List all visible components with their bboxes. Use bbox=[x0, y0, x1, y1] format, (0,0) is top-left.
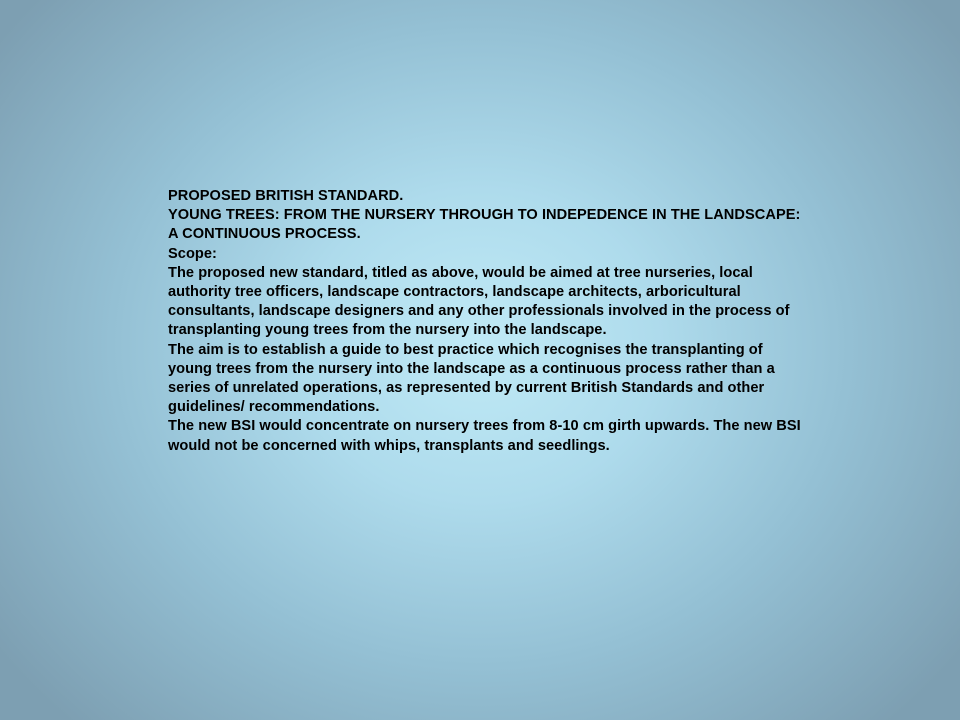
scope-paragraph-audience: The proposed new standard, titled as above, would be aimed at tree nurseries, local authority tree officers, landscape contractors, landscape architects, arboricultural consultants, landscape designers and any other professionals involved in the process of transplanting young trees from the nursery into the landscape. bbox=[168, 264, 790, 339]
standard-title: PROPOSED BRITISH STANDARD. bbox=[168, 188, 404, 204]
scope-label: Scope: bbox=[168, 245, 217, 262]
standard-subtitle: YOUNG TREES: FROM THE NURSERY THROUGH TO INDEPEDENCE IN THE LANDSCAPE: A CONTINUOUS PROCESS. bbox=[168, 207, 801, 243]
slide-text-block bbox=[168, 187, 808, 456]
scope-paragraph-girth: The new BSI would concentrate on nursery trees from 8-10 cm girth upwards. The new BSI would not be concerned with whips, transplants and seedlings. bbox=[168, 418, 801, 454]
scope-paragraph-aim: The aim is to establish a guide to best practice which recognises the transplanting of young trees from the nursery into the landscape as a continuous process rather than a series of unrelated operations, as represented by current British Standards and other guidelines/ recommendations. bbox=[168, 341, 775, 416]
